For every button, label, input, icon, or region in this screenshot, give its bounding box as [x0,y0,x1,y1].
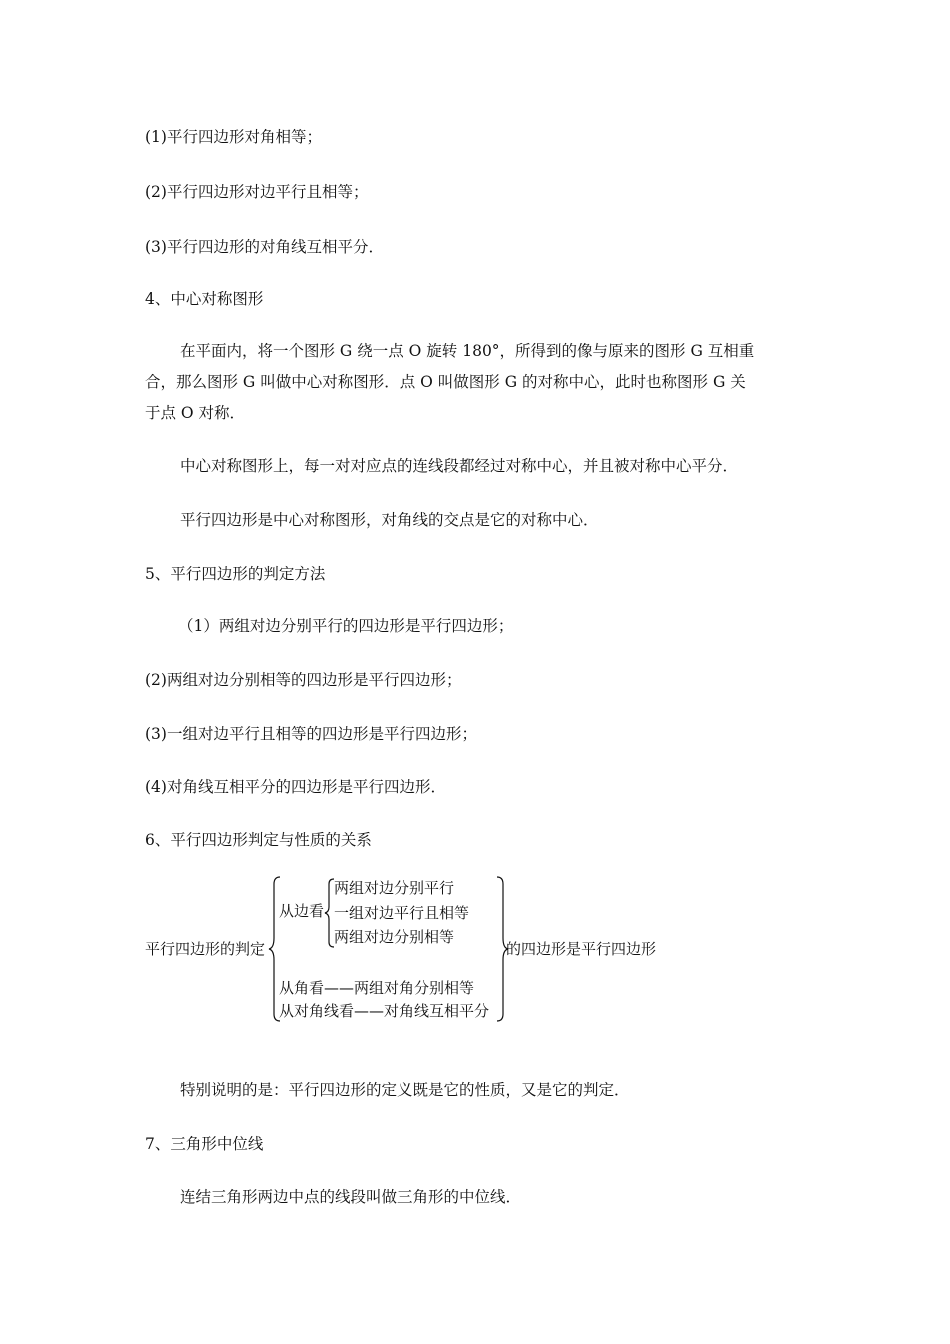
heading-4: 4、中心对称图形 [145,290,264,308]
criterion-2: (2)两组对边分别相等的四边形是平行四边形； [145,671,462,689]
heading-6: 6、平行四边形判定与性质的关系 [145,831,372,849]
heading-5: 5、平行四边形的判定方法 [145,565,326,583]
para-4c: 平行四边形是中心对称图形，对角线的交点是它的对称中心． [180,511,599,529]
property-3: (3)平行四边形的对角线互相平分． [145,238,384,256]
para-4a-line-2: 合，那么图形 G 叫做中心对称图形．点 O 叫做图形 G 的对称中心，此时也称图形 G 关 [145,373,746,391]
property-1: (1)平行四边形对角相等； [145,128,322,146]
criterion-3: (3)一组对边平行且相等的四边形是平行四边形； [145,725,477,743]
para-4a-line-1: 在平面内，将一个图形 G 绕一点 O 旋转 180°，所得到的像与原来的图形 G 互相重 [180,342,755,360]
side-item-2: 一组对边平行且相等 [334,904,470,922]
criterion-1: （1）两组对边分别平行的四边形是平行四边形； [178,617,514,635]
from-diagonal-label: 从对角线看——对角线互相平分 [279,1002,490,1020]
para-4b: 中心对称图形上，每一对对应点的连线段都经过对称中心，并且被对称中心平分． [180,457,739,475]
from-angle-label: 从角看——两组对角分别相等 [279,979,475,997]
criterion-4: (4)对角线互相平分的四边形是平行四边形． [145,778,446,796]
diagram-result: 的四边形是平行四边形 [506,940,657,958]
side-item-3: 两组对边分别相等 [334,928,455,946]
heading-7: 7、三角形中位线 [145,1135,264,1153]
special-note: 特别说明的是：平行四边形的定义既是它的性质，又是它的判定． [180,1081,630,1099]
para-7: 连结三角形两边中点的线段叫做三角形的中位线． [180,1188,522,1206]
para-4a-line-3: 于点 O 对称． [145,404,246,422]
from-side-label: 从边看 [279,902,325,920]
property-2: (2)平行四边形对边平行且相等； [145,183,369,201]
diagram-root: 平行四边形的判定 [145,940,266,958]
side-item-1: 两组对边分别平行 [334,879,455,897]
